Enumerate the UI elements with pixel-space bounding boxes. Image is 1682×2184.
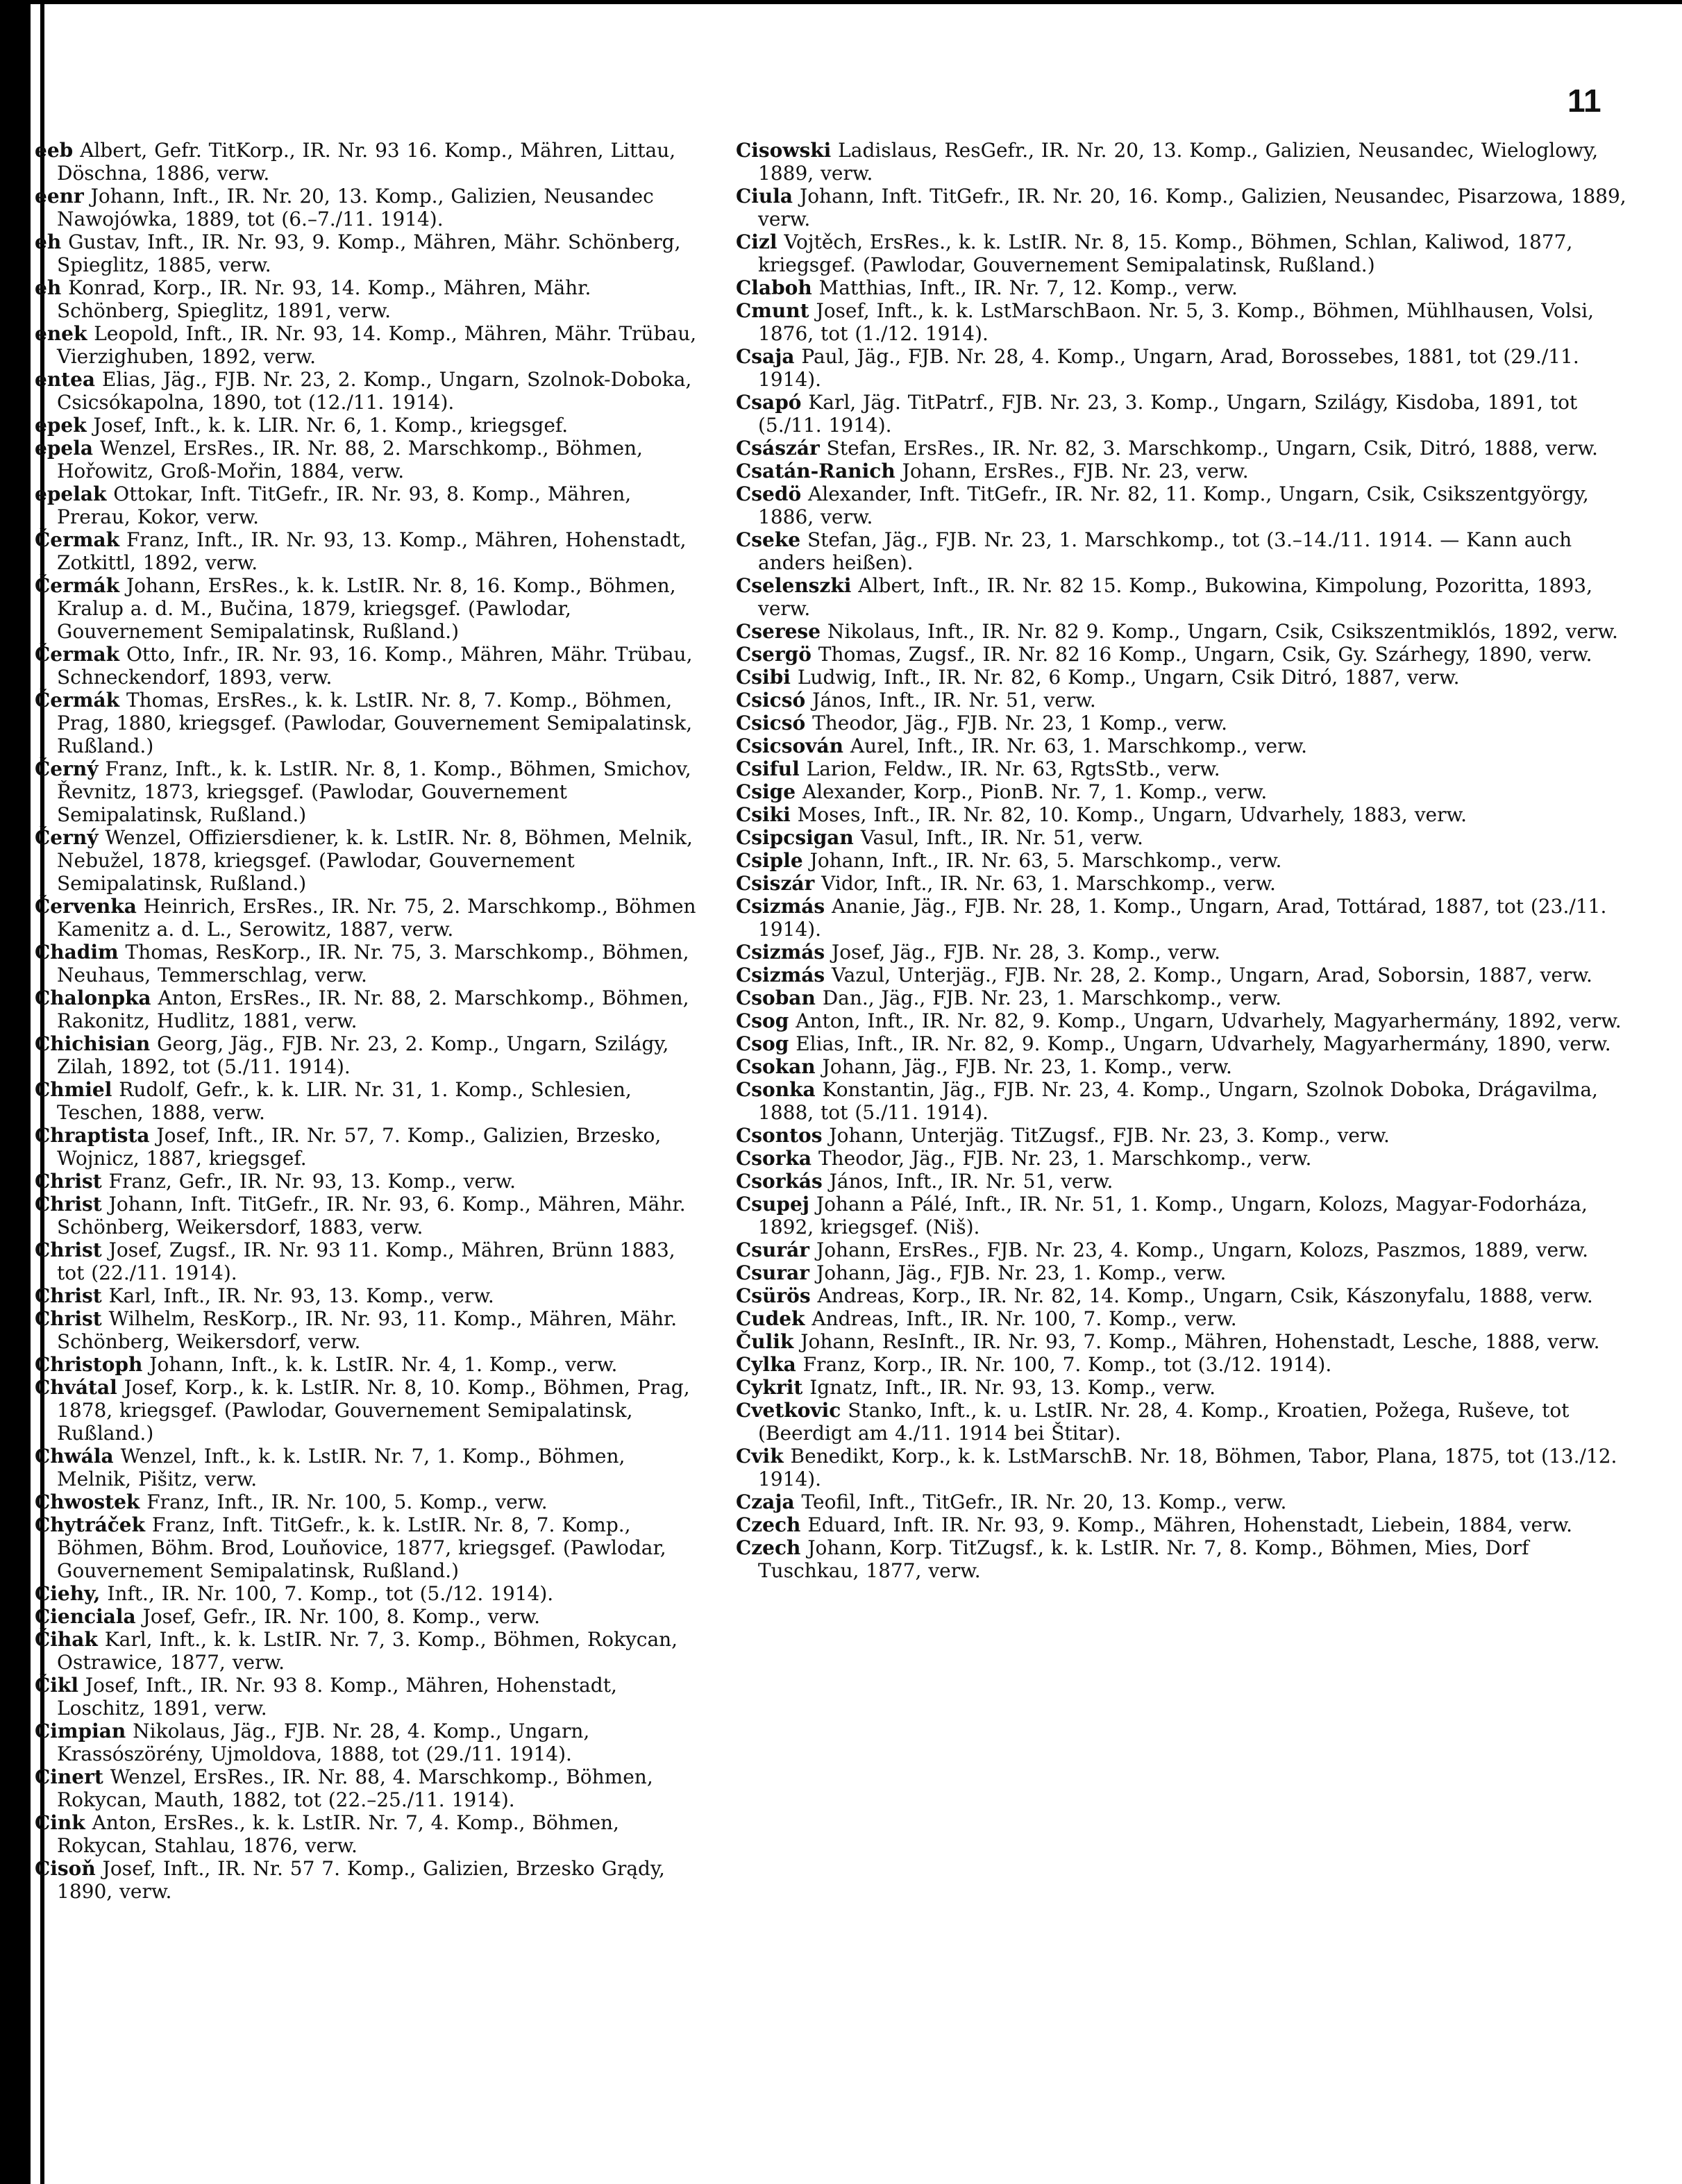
entry-details: Wenzel, Inft., k. k. LstIR. Nr. 7, 1. Komp., Böhmen, Melnik, Pišitz, verw.	[57, 1445, 625, 1490]
scan-top-edge	[31, 0, 1682, 4]
entry-surname: epek	[35, 414, 87, 437]
entry-details: Johann, Inft., IR. Nr. 20, 13. Komp., Galizien, Neusandec Nawojówka, 1889, tot (6.–7./11. 1914).	[57, 185, 654, 230]
register-entry	[35, 1078, 705, 1124]
entry-surname: Csog	[736, 1032, 789, 1055]
entry-details: Benedikt, Korp., k. k. LstMarschB. Nr. 18, Böhmen, Tabor, Plana, 1875, tot (13./12. 1914).	[758, 1445, 1617, 1490]
register-entry	[736, 1536, 1631, 1582]
page-number: 11	[1567, 83, 1601, 119]
entry-details: Gustav, Inft., IR. Nr. 93, 9. Komp., Mähren, Mähr. Schönberg, Spieglitz, 1885, verw.	[57, 230, 681, 276]
entry-surname: Cvik	[736, 1445, 784, 1468]
register-entry	[736, 528, 1631, 574]
entry-details: Teofil, Inft., TitGefr., IR. Nr. 20, 13. Komp., verw.	[801, 1490, 1287, 1513]
register-entry	[736, 1078, 1631, 1124]
register-entry	[35, 643, 705, 689]
register-entry	[736, 1330, 1631, 1353]
register-entry	[35, 826, 705, 895]
entry-surname: Csicsó	[736, 712, 806, 734]
entry-details: Ignatz, Inft., IR. Nr. 93, 13. Komp., verw.	[809, 1376, 1216, 1399]
entry-surname: Csipcsigan	[736, 826, 854, 849]
register-entry	[736, 1009, 1631, 1032]
entry-surname: Csiple	[736, 849, 803, 872]
entry-details: Nikolaus, Jäg., FJB. Nr. 28, 4. Komp., Ungarn, Krassószörény, Ujmoldova, 1888, tot (29./11. 1914).	[57, 1720, 590, 1765]
register-entry	[736, 482, 1631, 528]
register-entry	[35, 1238, 705, 1284]
entry-surname: Csizmás	[736, 895, 825, 918]
register-entry	[736, 230, 1631, 276]
register-entry	[736, 826, 1631, 849]
entry-surname: Cinert	[35, 1765, 103, 1788]
entry-surname: Claboh	[736, 276, 812, 299]
entry-surname: eh	[35, 230, 62, 253]
entry-surname: Čikl	[35, 1674, 78, 1697]
register-entry	[35, 1490, 705, 1513]
entry-details: Albert, Gefr. TitKorp., IR. Nr. 93 16. Komp., Mähren, Littau, Döschna, 1886, verw.	[57, 139, 676, 185]
entry-surname: Černý	[35, 757, 99, 780]
entry-details: Karl, Jäg. TitPatrf., FJB. Nr. 23, 3. Komp., Ungarn, Szilágy, Kisdoba, 1891, tot (5./11. 1914).	[758, 391, 1578, 437]
entry-surname: Christoph	[35, 1353, 143, 1376]
entry-details: Johann, Inft. TitGefr., IR. Nr. 93, 6. Komp., Mähren, Mähr. Schönberg, Weikersdorf, 1883, verw.	[57, 1193, 686, 1238]
entry-surname: Csiful	[736, 757, 800, 780]
entry-surname: Christ	[35, 1193, 102, 1216]
register-entry	[736, 1376, 1631, 1399]
register-entry	[35, 276, 705, 322]
register-entry	[736, 1513, 1631, 1536]
entry-details: Rudolf, Gefr., k. k. LIR. Nr. 31, 1. Komp., Schlesien, Teschen, 1888, verw.	[57, 1078, 632, 1124]
entry-details: Franz, Inft., k. k. LstIR. Nr. 8, 1. Komp., Böhmen, Smichov, Řevnitz, 1873, kriegsgef. (Pawlodar, Gouvernement Semipalatinsk, Rußland.)	[57, 757, 691, 826]
register-entry	[35, 1765, 705, 1811]
entry-details: Ladislaus, ResGefr., IR. Nr. 20, 13. Komp., Galizien, Neusandec, Wieloglowy, 1889, verw.	[758, 139, 1599, 185]
entry-details: Otto, Infr., IR. Nr. 93, 16. Komp., Mähren, Mähr. Trübau, Schneckendorf, 1893, verw.	[57, 643, 693, 689]
entry-details: Albert, Inft., IR. Nr. 82 15. Komp., Bukowina, Kimpolung, Pozoritta, 1893, verw.	[758, 574, 1593, 620]
entry-details: Paul, Jäg., FJB. Nr. 28, 4. Komp., Ungarn, Arad, Borossebes, 1881, tot (29./11. 1914).	[758, 345, 1579, 391]
register-entry	[736, 872, 1631, 895]
register-entry	[35, 1307, 705, 1353]
entry-details: Dan., Jäg., FJB. Nr. 23, 1. Marschkomp., verw.	[822, 986, 1281, 1009]
entry-surname: epelak	[35, 482, 107, 505]
entry-surname: Csatán-Ranich	[736, 460, 895, 482]
register-entry	[736, 734, 1631, 757]
entry-surname: Csizmás	[736, 964, 825, 986]
entry-details: Johann, ErsRes., FJB. Nr. 23, verw.	[902, 460, 1249, 482]
entry-details: Karl, Inft., IR. Nr. 93, 13. Komp., verw.	[108, 1284, 494, 1307]
entry-surname: Čermak	[35, 528, 120, 551]
register-entry	[736, 780, 1631, 803]
entry-surname: Csokan	[736, 1055, 816, 1078]
entry-details: Inft., IR. Nr. 100, 7. Komp., tot (5./12. 1914).	[107, 1582, 554, 1605]
register-entry	[736, 620, 1631, 643]
register-entry	[736, 895, 1631, 941]
entry-details: Vasul, Inft., IR. Nr. 51, verw.	[860, 826, 1143, 849]
entry-surname: eh	[35, 276, 62, 299]
entry-surname: Cienciala	[35, 1605, 136, 1628]
register-entry	[35, 1124, 705, 1170]
register-entry	[35, 1582, 705, 1605]
left-column	[35, 139, 705, 1903]
entry-details: Anton, Inft., IR. Nr. 82, 9. Komp., Ungarn, Udvarhely, Magyarhermány, 1892, verw.	[796, 1009, 1622, 1032]
register-entry	[35, 1674, 705, 1720]
register-entry	[35, 574, 705, 643]
entry-details: Ludwig, Inft., IR. Nr. 82, 6 Komp., Ungarn, Csik Ditró, 1887, verw.	[797, 666, 1460, 689]
entry-details: Ananie, Jäg., FJB. Nr. 28, 1. Komp., Ungarn, Arad, Tottárad, 1887, tot (23./11. 1914).	[758, 895, 1607, 941]
entry-surname: Čermák	[35, 574, 120, 597]
entry-surname: Csige	[736, 780, 796, 803]
register-entry	[35, 986, 705, 1032]
entry-surname: Csicsó	[736, 689, 806, 712]
entry-surname: Csiszár	[736, 872, 815, 895]
entry-details: Anton, ErsRes., IR. Nr. 88, 2. Marschkomp., Böhmen, Rakonitz, Hudlitz, 1881, verw.	[57, 986, 689, 1032]
entry-details: Eduard, Inft. IR. Nr. 93, 9. Komp., Mähren, Hohenstadt, Liebein, 1884, verw.	[807, 1513, 1572, 1536]
entry-surname: Chmiel	[35, 1078, 112, 1101]
entry-surname: Cserese	[736, 620, 821, 643]
entry-details: Thomas, ErsRes., k. k. LstIR. Nr. 8, 7. Komp., Böhmen, Prag, 1880, kriegsgef. (Pawlodar, Gouvernement Semipalatinsk, Rußland.)	[57, 689, 693, 757]
register-entry	[736, 1445, 1631, 1490]
entry-surname: Czech	[736, 1536, 801, 1559]
register-entry	[736, 803, 1631, 826]
entry-details: Aurel, Inft., IR. Nr. 63, 1. Marschkomp., verw.	[850, 734, 1307, 757]
entry-surname: Chadim	[35, 941, 119, 964]
register-entry	[35, 1032, 705, 1078]
entry-details: Josef, Inft., IR. Nr. 57, 7. Komp., Galizien, Brzesko, Wojnicz, 1887, kriegsgef.	[57, 1124, 662, 1170]
entry-surname: Chytráček	[35, 1513, 146, 1536]
entry-surname: Christ	[35, 1307, 102, 1330]
entry-details: Alexander, Korp., PionB. Nr. 7, 1. Komp., verw.	[802, 780, 1268, 803]
entry-details: Elias, Jäg., FJB. Nr. 23, 2. Komp., Ungarn, Szolnok-Doboka, Csicsókapolna, 1890, tot (12./11. 1914).	[57, 368, 692, 414]
entry-surname: Chwostek	[35, 1490, 140, 1513]
entry-surname: Chichisian	[35, 1032, 151, 1055]
entry-surname: Csurár	[736, 1238, 810, 1261]
entry-details: Heinrich, ErsRes., IR. Nr. 75, 2. Marschkomp., Böhmen Kamenitz a. d. L., Serowitz, 1887, verw.	[57, 895, 696, 941]
entry-surname: Cvetkovic	[736, 1399, 841, 1422]
entry-surname: Csurar	[736, 1261, 810, 1284]
register-entry	[35, 1445, 705, 1490]
register-entry	[35, 1720, 705, 1765]
register-entry	[736, 964, 1631, 986]
entry-details: Karl, Inft., k. k. LstIR. Nr. 7, 3. Komp., Böhmen, Rokycan, Ostrawice, 1877, verw.	[57, 1628, 678, 1674]
entry-surname: Christ	[35, 1170, 102, 1193]
entry-surname: Cudek	[736, 1307, 805, 1330]
entry-surname: Cisoň	[35, 1857, 96, 1880]
entry-surname: Christ	[35, 1284, 102, 1307]
entry-surname: Csicsován	[736, 734, 843, 757]
entry-surname: Csizmás	[736, 941, 825, 964]
entry-surname: Csürös	[736, 1284, 811, 1307]
entry-surname: Chvátal	[35, 1376, 117, 1399]
register-entry	[736, 712, 1631, 734]
register-entry	[736, 437, 1631, 460]
entry-details: Konstantin, Jäg., FJB. Nr. 23, 4. Komp., Ungarn, Szolnok Doboka, Drágavilma, 1888, tot (5./11. 1914).	[758, 1078, 1598, 1124]
entry-details: Konrad, Korp., IR. Nr. 93, 14. Komp., Mähren, Mähr. Schönberg, Spieglitz, 1891, verw.	[57, 276, 591, 322]
register-entry	[35, 1193, 705, 1238]
register-entry	[35, 1170, 705, 1193]
entry-details: Johann, Jäg., FJB. Nr. 23, 1. Komp., verw.	[822, 1055, 1232, 1078]
entry-details: Johann, ErsRes., k. k. LstIR. Nr. 8, 16. Komp., Böhmen, Kralup a. d. M., Bučina, 1879, kriegsgef. (Pawlodar, Gouvernement Semipalatinsk, Rußland.)	[57, 574, 676, 643]
entry-surname: Čulik	[736, 1330, 794, 1353]
register-entry	[35, 482, 705, 528]
register-entry	[35, 757, 705, 826]
register-entry	[35, 368, 705, 414]
entry-surname: Csibi	[736, 666, 791, 689]
right-column	[736, 139, 1631, 1582]
entry-details: Theodor, Jäg., FJB. Nr. 23, 1. Marschkomp., verw.	[818, 1147, 1312, 1170]
entry-details: Matthias, Inft., IR. Nr. 7, 12. Komp., verw.	[818, 276, 1238, 299]
register-entry	[35, 1353, 705, 1376]
entry-details: Nikolaus, Inft., IR. Nr. 82 9. Komp., Ungarn, Csik, Csikszentmiklós, 1892, verw.	[827, 620, 1618, 643]
entry-details: Leopold, Inft., IR. Nr. 93, 14. Komp., Mähren, Mähr. Trübau, Vierzighuben, 1892, verw.	[57, 322, 697, 368]
register-entry	[35, 414, 705, 437]
register-entry	[35, 437, 705, 482]
entry-details: Wenzel, ErsRes., IR. Nr. 88, 2. Marschkomp., Böhmen, Hořowitz, Groß-Mořin, 1884, verw.	[57, 437, 643, 482]
register-entry	[35, 1628, 705, 1674]
entry-details: Johann, Jäg., FJB. Nr. 23, 1. Komp., verw.	[816, 1261, 1227, 1284]
register-entry	[736, 574, 1631, 620]
entry-details: Johann, Unterjäg. TitZugsf., FJB. Nr. 23, 3. Komp., verw.	[829, 1124, 1390, 1147]
register-entry	[736, 1307, 1631, 1330]
register-entry	[736, 391, 1631, 437]
register-entry	[35, 230, 705, 276]
entry-surname: Csoban	[736, 986, 816, 1009]
entry-details: Josef, Inft., k. k. LstMarschBaon. Nr. 5, 3. Komp., Böhmen, Mühlhausen, Volsi, 1876, tot (1./12. 1914).	[758, 299, 1594, 345]
entry-surname: eenr	[35, 185, 84, 208]
register-entry	[736, 1147, 1631, 1170]
entry-surname: Čermak	[35, 643, 120, 666]
entry-surname: Csiki	[736, 803, 791, 826]
entry-surname: Csontos	[736, 1124, 823, 1147]
entry-surname: Csaja	[736, 345, 795, 368]
entry-details: Ottokar, Inft. TitGefr., IR. Nr. 93, 8. Komp., Mähren, Prerau, Kokor, verw.	[57, 482, 632, 528]
entry-details: Wilhelm, ResKorp., IR. Nr. 93, 11. Komp., Mähren, Mähr. Schönberg, Weikersdorf, verw.	[57, 1307, 678, 1353]
register-entry	[736, 1238, 1631, 1261]
entry-surname: Černý	[35, 826, 99, 849]
entry-details: Josef, Inft., IR. Nr. 93 8. Komp., Mähren, Hohenstadt, Loschitz, 1891, verw.	[57, 1674, 617, 1720]
register-entry	[736, 757, 1631, 780]
entry-surname: Cmunt	[736, 299, 809, 322]
entry-surname: Cseke	[736, 528, 801, 551]
entry-details: Josef, Inft., k. k. LIR. Nr. 6, 1. Komp., kriegsgef.	[93, 414, 569, 437]
entry-surname: epela	[35, 437, 93, 460]
entry-details: Franz, Inft., IR. Nr. 93, 13. Komp., Mähren, Hohenstadt, Zotkittl, 1892, verw.	[57, 528, 687, 574]
register-entry	[736, 849, 1631, 872]
entry-details: Franz, Inft. TitGefr., k. k. LstIR. Nr. 8, 7. Komp., Böhmen, Böhm. Brod, Louňovice, 1877, kriegsgef. (Pawlodar, Gouvernement Semipalatinsk, Rußland.)	[57, 1513, 666, 1582]
entry-surname: Czaja	[736, 1490, 795, 1513]
entry-details: Wenzel, Offiziersdiener, k. k. LstIR. Nr. 8, Böhmen, Melnik, Nebužel, 1878, kriegsgef. (Pawlodar, Gouvernement Semipalatinsk, Rußland.)	[57, 826, 693, 895]
entry-surname: Csergö	[736, 643, 811, 666]
entry-surname: Cykrit	[736, 1376, 803, 1399]
register-entry	[35, 895, 705, 941]
register-entry	[736, 460, 1631, 482]
entry-surname: Cselenszki	[736, 574, 852, 597]
entry-surname: Chalonpka	[35, 986, 151, 1009]
register-entry	[736, 276, 1631, 299]
register-entry	[736, 643, 1631, 666]
entry-details: Vidor, Inft., IR. Nr. 63, 1. Marschkomp., verw.	[821, 872, 1276, 895]
entry-details: Johann a Pálé, Inft., IR. Nr. 51, 1. Komp., Ungarn, Kolozs, Magyar-Fodorháza, 1892, kriegsgef. (Niš).	[758, 1193, 1588, 1238]
scan-edge-bar	[0, 0, 31, 2184]
entry-surname: eeb	[35, 139, 74, 162]
entry-details: Josef, Gefr., IR. Nr. 100, 8. Komp., verw.	[142, 1605, 541, 1628]
register-entry	[736, 689, 1631, 712]
entry-details: Andreas, Korp., IR. Nr. 82, 14. Komp., Ungarn, Csik, Kászonyfalu, 1888, verw.	[817, 1284, 1593, 1307]
entry-surname: Ciehy,	[35, 1582, 101, 1605]
entry-surname: Christ	[35, 1238, 102, 1261]
entry-surname: Czech	[736, 1513, 801, 1536]
entry-details: Josef, Inft., IR. Nr. 57 7. Komp., Galizien, Brzesko Grądy, 1890, verw.	[57, 1857, 665, 1903]
register-entry	[35, 1376, 705, 1445]
register-entry	[736, 185, 1631, 230]
entry-details: Stefan, Jäg., FJB. Nr. 23, 1. Marschkomp., tot (3.–14./11. 1914. — Kann auch anders heißen).	[758, 528, 1572, 574]
entry-details: Vojtěch, ErsRes., k. k. LstIR. Nr. 8, 15. Komp., Böhmen, Schlan, Kaliwod, 1877, kriegsgef. (Pawlodar, Gouvernement Semipalatinsk, Rußland.)	[758, 230, 1573, 276]
entry-surname: Cylka	[736, 1353, 796, 1376]
register-entry	[736, 1124, 1631, 1147]
entry-details: Vazul, Unterjäg., FJB. Nr. 28, 2. Komp., Ungarn, Arad, Soborsin, 1887, verw.	[832, 964, 1592, 986]
register-entry	[736, 139, 1631, 185]
register-entry	[736, 1193, 1631, 1238]
entry-details: Elias, Inft., IR. Nr. 82, 9. Komp., Ungarn, Udvarhely, Magyarhermány, 1890, verw.	[796, 1032, 1611, 1055]
entry-surname: enek	[35, 322, 87, 345]
register-entry	[736, 345, 1631, 391]
register-entry	[736, 1490, 1631, 1513]
register-entry	[736, 1353, 1631, 1376]
register-entry	[35, 941, 705, 986]
entry-details: Thomas, ResKorp., IR. Nr. 75, 3. Marschkomp., Böhmen, Neuhaus, Temmerschlag, verw.	[57, 941, 689, 986]
entry-details: Johann, Inft., IR. Nr. 63, 5. Marschkomp., verw.	[809, 849, 1282, 872]
register-entry	[736, 941, 1631, 964]
entry-details: Franz, Gefr., IR. Nr. 93, 13. Komp., verw.	[108, 1170, 516, 1193]
entry-surname: Csog	[736, 1009, 789, 1032]
register-entry	[736, 299, 1631, 345]
register-entry	[736, 1261, 1631, 1284]
register-entry	[35, 1284, 705, 1307]
entry-details: Anton, ErsRes., k. k. LstIR. Nr. 7, 4. Komp., Böhmen, Rokycan, Stahlau, 1876, verw.	[57, 1811, 619, 1857]
entry-surname: Cink	[35, 1811, 85, 1834]
register-entry	[35, 139, 705, 185]
entry-details: Franz, Inft., IR. Nr. 100, 5. Komp., verw.	[146, 1490, 548, 1513]
entry-surname: Čermák	[35, 689, 120, 712]
entry-details: Georg, Jäg., FJB. Nr. 23, 2. Komp., Ungarn, Szilágy, Zilah, 1892, tot (5./11. 1914).	[57, 1032, 669, 1078]
entry-surname: entea	[35, 368, 96, 391]
register-entry	[736, 1032, 1631, 1055]
entry-details: Johann, ErsRes., FJB. Nr. 23, 4. Komp., Ungarn, Kolozs, Paszmos, 1889, verw.	[816, 1238, 1589, 1261]
entry-details: Thomas, Zugsf., IR. Nr. 82 16 Komp., Ungarn, Csik, Gy. Szárhegy, 1890, verw.	[818, 643, 1592, 666]
entry-details: Theodor, Jäg., FJB. Nr. 23, 1 Komp., verw.	[812, 712, 1227, 734]
entry-details: Stefan, ErsRes., IR. Nr. 82, 3. Marschkomp., Ungarn, Csik, Ditró, 1888, verw.	[826, 437, 1598, 460]
entry-surname: Csorka	[736, 1147, 812, 1170]
register-entry	[736, 1284, 1631, 1307]
entry-surname: Ciula	[736, 185, 793, 208]
entry-surname: Čihak	[35, 1628, 98, 1651]
entry-surname: Csupej	[736, 1193, 809, 1216]
entry-details: Josef, Jäg., FJB. Nr. 28, 3. Komp., verw.	[832, 941, 1220, 964]
entry-details: Larion, Feldw., IR. Nr. 63, RgtsStb., verw.	[806, 757, 1220, 780]
register-entry	[736, 1399, 1631, 1445]
entry-details: Josef, Korp., k. k. LstIR. Nr. 8, 10. Komp., Böhmen, Prag, 1878, kriegsgef. (Pawlodar, Gouvernement Semipalatinsk, Rußland.)	[57, 1376, 690, 1445]
register-entry	[35, 1513, 705, 1582]
register-entry	[35, 1811, 705, 1857]
entry-details: Johann, Korp. TitZugsf., k. k. LstIR. Nr. 7, 8. Komp., Böhmen, Mies, Dorf Tuschkau, 1877, verw.	[758, 1536, 1529, 1582]
entry-surname: Cimpian	[35, 1720, 126, 1742]
entry-details: Johann, Inft. TitGefr., IR. Nr. 20, 16. Komp., Galizien, Neusandec, Pisarzowa, 1889, verw.	[758, 185, 1626, 230]
entry-details: Johann, ResInft., IR. Nr. 93, 7. Komp., Mähren, Hohenstadt, Lesche, 1888, verw.	[800, 1330, 1600, 1353]
register-entry	[35, 1605, 705, 1628]
entry-details: Johann, Inft., k. k. LstIR. Nr. 4, 1. Komp., verw.	[149, 1353, 618, 1376]
entry-details: János, Inft., IR. Nr. 51, verw.	[812, 689, 1096, 712]
entry-surname: Csedö	[736, 482, 802, 505]
entry-details: Moses, Inft., IR. Nr. 82, 10. Komp., Ungarn, Udvarhely, 1883, verw.	[797, 803, 1467, 826]
register-entry	[35, 322, 705, 368]
register-entry	[35, 689, 705, 757]
entry-details: Andreas, Inft., IR. Nr. 100, 7. Komp., verw.	[811, 1307, 1237, 1330]
entry-details: Franz, Korp., IR. Nr. 100, 7. Komp., tot (3./12. 1914).	[802, 1353, 1332, 1376]
entry-surname: Csonka	[736, 1078, 816, 1101]
entry-surname: Cisowski	[736, 139, 832, 162]
entry-surname: Császár	[736, 437, 820, 460]
entry-surname: Chwála	[35, 1445, 114, 1468]
register-entry	[35, 1857, 705, 1903]
register-entry	[736, 986, 1631, 1009]
entry-details: János, Inft., IR. Nr. 51, verw.	[829, 1170, 1113, 1193]
register-entry	[736, 1055, 1631, 1078]
entry-surname: Červenka	[35, 895, 137, 918]
entry-surname: Cizl	[736, 230, 777, 253]
entry-details: Josef, Zugsf., IR. Nr. 93 11. Komp., Mähren, Brünn 1883, tot (22./11. 1914).	[57, 1238, 675, 1284]
register-entry	[35, 185, 705, 230]
register-entry	[35, 528, 705, 574]
entry-surname: Chraptista	[35, 1124, 150, 1147]
register-entry	[736, 1170, 1631, 1193]
entry-details: Wenzel, ErsRes., IR. Nr. 88, 4. Marschkomp., Böhmen, Rokycan, Mauth, 1882, tot (22.–25./11. 1914).	[57, 1765, 653, 1811]
entry-surname: Csorkás	[736, 1170, 823, 1193]
entry-surname: Csapó	[736, 391, 802, 414]
entry-details: Stanko, Inft., k. u. LstIR. Nr. 28, 4. Komp., Kroatien, Požega, Ruševe, tot (Beerdigt am 4./11. 1914 bei Štitar).	[758, 1399, 1570, 1445]
register-entry	[736, 666, 1631, 689]
entry-details: Alexander, Inft. TitGefr., IR. Nr. 82, 11. Komp., Ungarn, Csik, Csikszentgyörgy, 1886, verw.	[758, 482, 1589, 528]
